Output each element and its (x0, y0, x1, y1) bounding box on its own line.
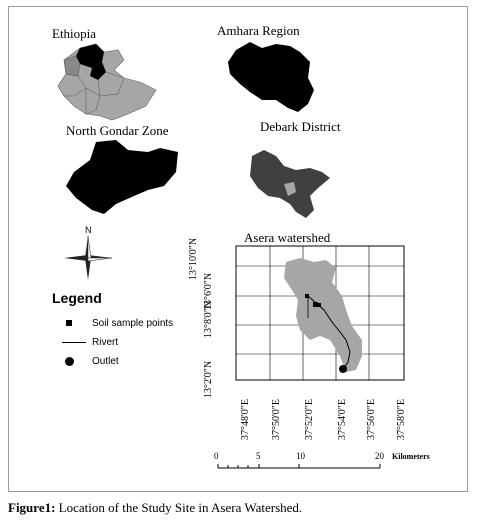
lon-label: 37°52'0"E (304, 399, 315, 440)
lat-label: 13°8'0"N (203, 300, 214, 338)
scale-tick-label: 20 (375, 451, 384, 461)
map-title-amhara: Amhara Region (217, 23, 300, 38)
lon-label: 37°56'0"E (366, 399, 377, 440)
scale-tick-label: 0 (214, 451, 219, 461)
scale-tick-label: 5 (256, 451, 261, 461)
map-title-north-gondar: North Gondar Zone (66, 123, 169, 138)
legend-label-river: Rivert (92, 336, 119, 348)
lon-label: 37°58'0"E (396, 399, 407, 440)
lat-label: 13°2'0"N (203, 360, 214, 398)
figure-caption (0, 494, 478, 526)
scale-tick-label: 10 (296, 451, 305, 461)
lon-label: 37°54'0"E (337, 399, 348, 440)
lat-label: 13°6'0"N (203, 272, 214, 310)
legend-label-soil: Soil sample points (92, 317, 174, 329)
map-title-ethiopia: Ethiopia (52, 26, 97, 41)
map-title-asera: Asera watershed (244, 230, 331, 245)
map-title-debark: Debark District (260, 119, 341, 134)
lon-label: 37°48'0"E (240, 399, 251, 440)
caption-text: Location of the Study Site in Asera Watershed. (58, 500, 303, 515)
lat-label: 13°10'0"N (188, 237, 199, 280)
legend-title: Legend (52, 290, 102, 306)
north-label: N (85, 225, 92, 235)
scale-unit-label: Kilometers (392, 452, 430, 461)
caption-label: Figure1: (8, 500, 56, 515)
lon-label: 37°50'0"E (271, 399, 282, 440)
legend-label-outlet: Outlet (92, 355, 119, 367)
